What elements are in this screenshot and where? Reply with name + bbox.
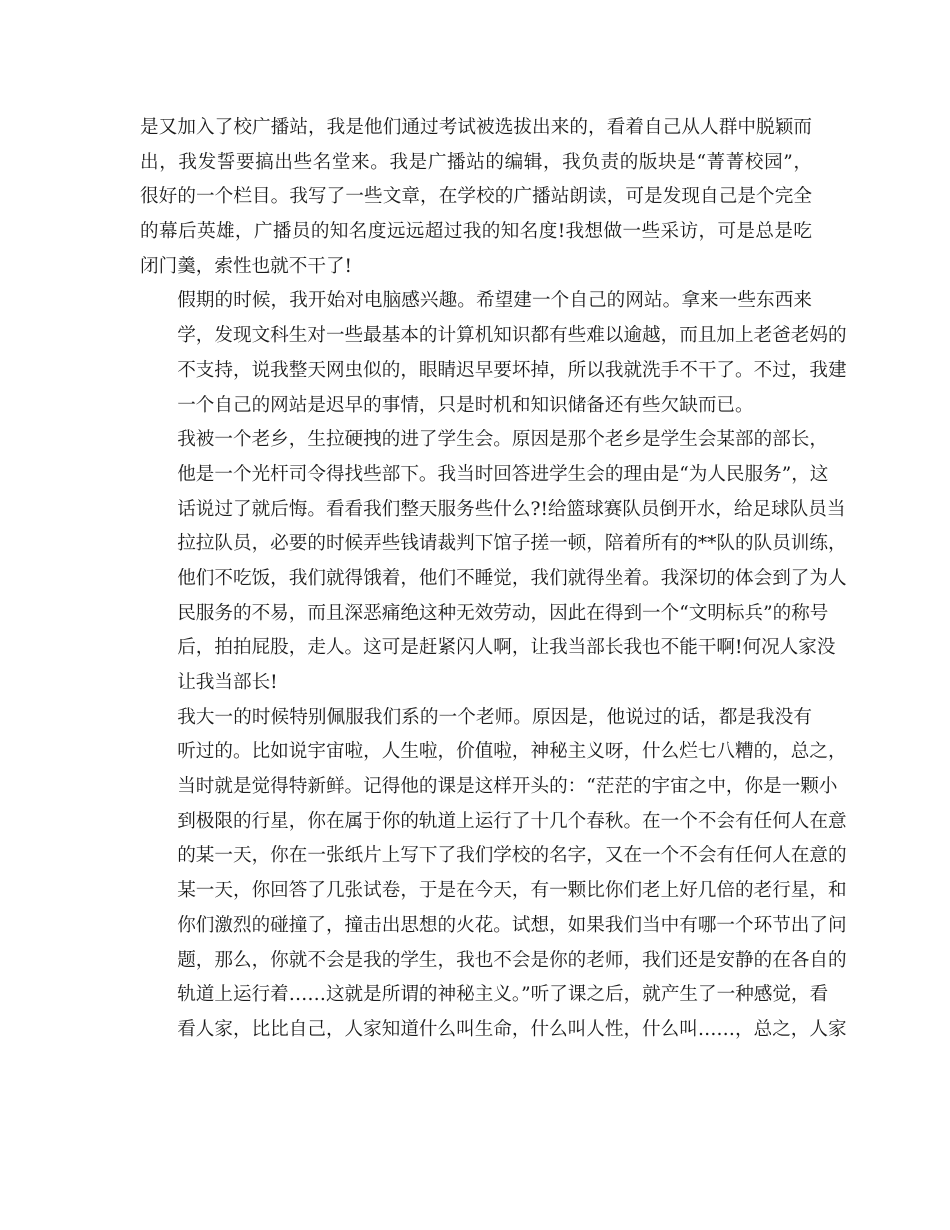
text-line: 你们激烈的碰撞了，撞击出思想的火花。试想，如果我们当中有哪一个环节出了问	[177, 914, 847, 936]
paragraph	[140, 701, 847, 1048]
text-line: 闭门羹，索性也就不干了!	[140, 255, 353, 277]
text-line: 我被一个老乡，生拉硬拽的进了学生会。原因是那个老乡是学生会某部的部长，	[177, 429, 828, 451]
document-page	[140, 111, 847, 1048]
text-line: 他是一个光杆司令得找些部下。我当时回答进学生会的理由是“为人民服务”，这	[177, 463, 829, 485]
text-line: 很好的一个栏目。我写了一些文章，在学校的广播站朗读，可是发现自己是个完全	[140, 186, 812, 208]
text-line: 听过的。比如说宇宙啦，人生啦，价值啦，神秘主义呀，什么烂七八糟的，总之，	[177, 741, 847, 763]
text-line: 的幕后英雄，广播员的知名度远远超过我的知名度!我想做一些采访，可是总是吃	[140, 221, 812, 243]
text-line: 让我当部长!	[177, 672, 278, 693]
text-line: 某一天，你回答了几张试卷，于是在今天，有一颗比你们老上好几倍的老行星，和	[177, 880, 847, 902]
text-line: 话说过了就后悔。看看我们整天服务些什么?!给篮球赛队员倒开水，给足球队员当	[177, 498, 846, 520]
paragraph	[140, 284, 847, 423]
text-line: 学，发现文科生对一些最基本的计算机知识都有些难以逾越，而且加上老爸老妈的	[177, 325, 847, 347]
text-line: 看人家，比比自己，人家知道什么叫生命，什么叫人性，什么叫……，总之，人家	[177, 1018, 847, 1040]
text-line: 的某一天，你在一张纸片上写下了我们学校的名字，又在一个不会有任何人在意的	[177, 845, 847, 867]
text-line: 轨道上运行着……这就是所谓的神秘主义。”听了课之后，就产生了一种感觉，看	[177, 984, 829, 1006]
text-line: 后，拍拍屁股，走人。这可是赶紧闪人啊，让我当部长我也不能干啊!何况人家没	[177, 637, 836, 659]
text-line: 到极限的行星，你在属于你的轨道上运行了十几个春秋。在一个不会有任何人在意	[177, 810, 847, 832]
text-line: 拉拉队员，必要的时候弄些钱请裁判下馆子搓一顿，陪着所有的**队的队员训练，	[177, 533, 847, 555]
text-line: 假期的时候，我开始对电脑感兴趣。希望建一个自己的网站。拿来一些东西来	[177, 290, 812, 312]
text-line: 题，那么，你就不会是我的学生，我也不会是你的老师，我们还是安静的在各自的	[177, 949, 847, 971]
paragraph	[140, 423, 847, 701]
text-line: 是又加入了校广播站，我是他们通过考试被选拔出来的，看着自己从人群中脱颖而	[140, 117, 812, 138]
paragraph	[140, 111, 812, 284]
text-line: 不支持，说我整天网虫似的，眼睛迟早要坏掉，所以我就洗手不干了。不过，我建	[177, 359, 847, 381]
text-line: 当时就是觉得特新鲜。记得他的课是这样开头的：“茫茫的宇宙之中，你是一颗小	[177, 776, 838, 798]
text-line: 一个自己的网站是迟早的事情，只是时机和知识储备还有些欠缺而已。	[177, 394, 754, 416]
text-line: 出，我发誓要搞出些名堂来。我是广播站的编辑，我负责的版块是“菁菁校园”，	[140, 151, 812, 173]
text-line: 我大一的时候特别佩服我们系的一个老师。原因是，他说过的话，都是我没有	[177, 706, 812, 728]
text-line: 他们不吃饭，我们就得饿着，他们不睡觉，我们就得坐着。我深切的体会到了为人	[177, 567, 847, 589]
text-line: 民服务的不易，而且深恶痛绝这种无效劳动，因此在得到一个“文明标兵”的称号	[177, 602, 829, 624]
